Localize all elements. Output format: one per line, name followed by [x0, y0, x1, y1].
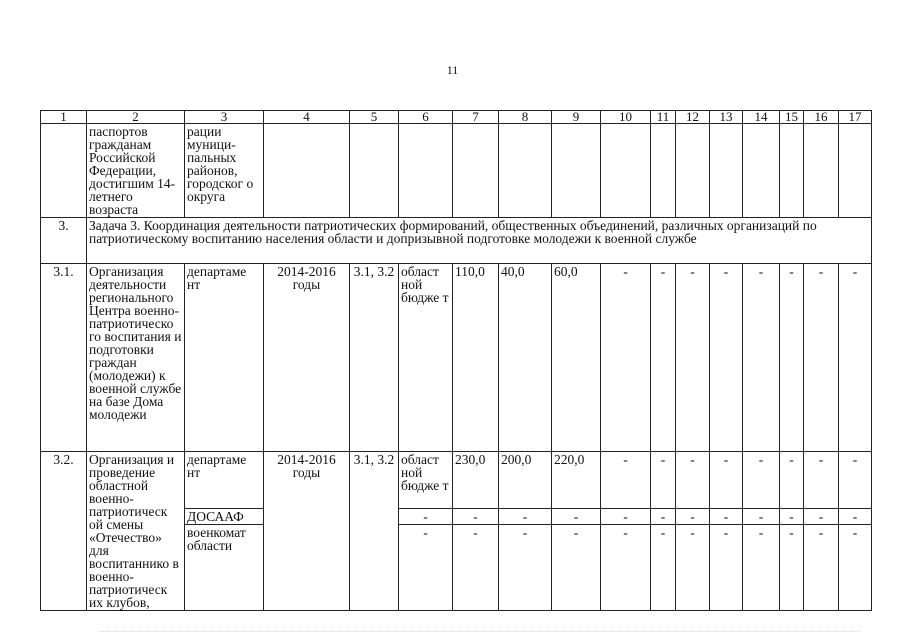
dash-cell: -	[804, 264, 839, 452]
header-row	[41, 111, 872, 124]
task-number: 3.	[41, 218, 87, 264]
header-cell: 1	[41, 111, 87, 124]
executor: департаме нт	[185, 264, 264, 452]
executor: ДОСААФ	[185, 509, 264, 525]
header-cell: 16	[804, 111, 839, 124]
dash-cell: -	[804, 509, 839, 525]
amount-2015: 60,0	[552, 264, 601, 452]
table-row-3-2	[41, 452, 872, 509]
dash-cell: -	[651, 264, 676, 452]
header-cell: 6	[399, 111, 453, 124]
amount-total: 230,0	[453, 452, 499, 509]
dash-cell: -	[710, 452, 743, 509]
funding-source: област ной бюдже т	[399, 264, 453, 452]
program-table	[40, 110, 872, 611]
row-number: 3.1.	[41, 264, 87, 452]
dash-cell: -	[710, 264, 743, 452]
dash-cell: -	[601, 525, 651, 611]
dash-cell: -	[780, 264, 804, 452]
period: 2014-2016 годы	[264, 264, 350, 452]
dash-cell: -	[453, 525, 499, 611]
header-cell: 11	[651, 111, 676, 124]
header-cell: 17	[839, 111, 872, 124]
dash-cell: -	[710, 509, 743, 525]
amount-total: 110,0	[453, 264, 499, 452]
dash-cell: -	[804, 452, 839, 509]
dash-cell: -	[499, 525, 552, 611]
dash-cell: -	[453, 509, 499, 525]
header-cell: 15	[780, 111, 804, 124]
header-cell: 14	[743, 111, 780, 124]
cell-empty	[41, 124, 87, 218]
dash-cell: -	[743, 264, 780, 452]
funding-source: област ной бюдже т	[399, 452, 453, 509]
dash-cell: -	[710, 525, 743, 611]
executor: департаме нт	[185, 452, 264, 509]
header-cell: 5	[350, 111, 399, 124]
dash-cell: -	[651, 525, 676, 611]
indicators: 3.1, 3.2	[350, 452, 399, 611]
dash-cell: -	[676, 525, 710, 611]
event-name: Организация и проведение областной военно-патриотическ ой смены «Отечество» для воспитаннико в военно-патриотическ их клубов,	[87, 452, 185, 611]
dash-cell: -	[676, 264, 710, 452]
dash-cell: -	[499, 509, 552, 525]
dash-cell: -	[804, 525, 839, 611]
dash-cell: -	[651, 452, 676, 509]
dash-cell: -	[780, 452, 804, 509]
dash-cell: -	[601, 509, 651, 525]
table-row-3-1	[41, 264, 872, 452]
scan-artifact-line	[100, 631, 860, 635]
header-cell: 7	[453, 111, 499, 124]
page-number: 11	[446, 63, 459, 77]
period: 2014-2016 годы	[264, 452, 350, 611]
dash-cell: -	[839, 525, 872, 611]
header-cell: 3	[185, 111, 264, 124]
dash-cell: -	[743, 452, 780, 509]
header-cell: 12	[676, 111, 710, 124]
header-cell: 10	[601, 111, 651, 124]
task-title: Задача 3. Координация деятельности патриотических формирований, общественных объединений, различных организаций по патриотическому воспитанию населения области и допризывной подготовке молодежи к военной службе	[87, 218, 872, 264]
executor: военкомат области	[185, 525, 264, 611]
dash-cell: -	[399, 509, 453, 525]
amount-2015: 220,0	[552, 452, 601, 509]
dash-cell: -	[601, 452, 651, 509]
dash-cell: -	[552, 509, 601, 525]
cont-event-name: паспортов гражданам Российской Федерации, достигшим 14-летнего возраста	[87, 124, 185, 218]
dash-cell: -	[743, 509, 780, 525]
header-cell: 8	[499, 111, 552, 124]
header-cell: 13	[710, 111, 743, 124]
task-row	[41, 218, 872, 264]
dash-cell: -	[780, 509, 804, 525]
dash-cell: -	[676, 452, 710, 509]
header-cell: 4	[264, 111, 350, 124]
amount-2014: 40,0	[499, 264, 552, 452]
dash-cell: -	[743, 525, 780, 611]
dash-cell: -	[839, 264, 872, 452]
continuation-row	[41, 124, 872, 218]
dash-cell: -	[552, 525, 601, 611]
header-cell: 9	[552, 111, 601, 124]
cont-executor: рации муници-пальных районов, городског о округа	[185, 124, 264, 218]
row-number: 3.2.	[41, 452, 87, 611]
dash-cell: -	[839, 452, 872, 509]
indicators: 3.1, 3.2	[350, 264, 399, 452]
header-cell: 2	[87, 111, 185, 124]
dash-cell: -	[839, 509, 872, 525]
dash-cell: -	[676, 509, 710, 525]
dash-cell: -	[780, 525, 804, 611]
amount-2014: 200,0	[499, 452, 552, 509]
dash-cell: -	[651, 509, 676, 525]
dash-cell: -	[399, 525, 453, 611]
dash-cell: -	[601, 264, 651, 452]
event-name: Организация деятельности регионального Центра военно-патриотическо го воспитания и подготовки граждан (молодежи) к военной службе на базе Дома молодежи	[87, 264, 185, 452]
